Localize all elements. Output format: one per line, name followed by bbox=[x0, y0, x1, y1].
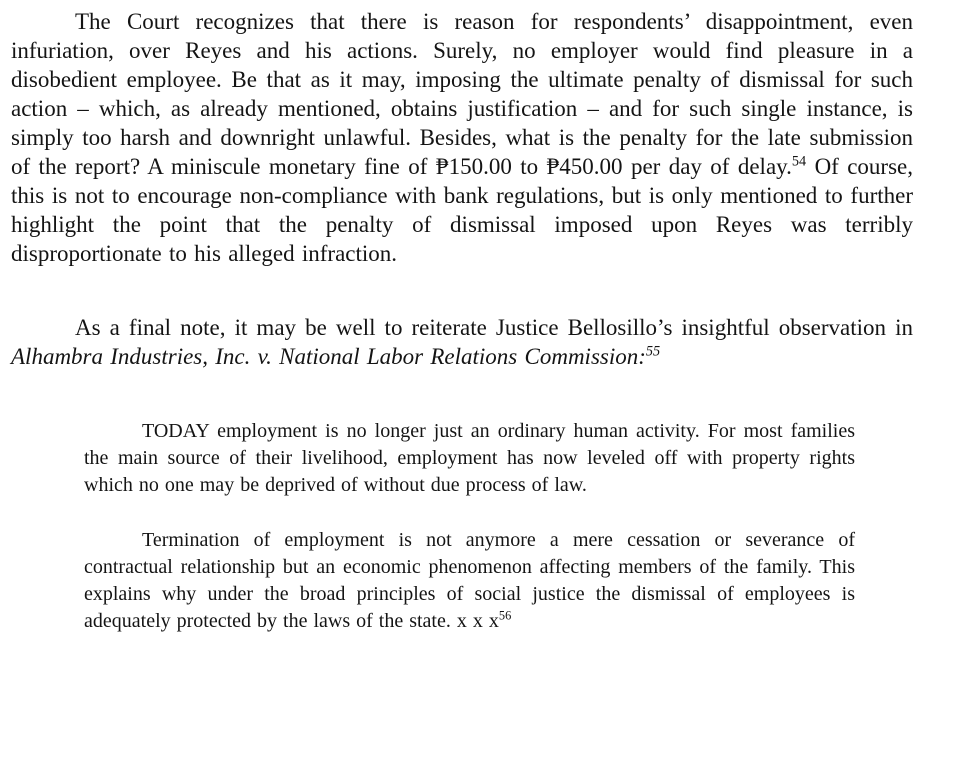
blockquote-today-employment bbox=[84, 418, 855, 499]
footnote-ref-55: 55 bbox=[645, 343, 661, 360]
paragraph-final-note bbox=[11, 313, 913, 371]
footnote-ref-56: 56 bbox=[498, 608, 512, 623]
footnote-ref-54: 54 bbox=[791, 153, 807, 170]
paragraph-court-recognizes-continued: Of course, this is not to encourage non-compliance with bank regulations, but is only mentioned to further highlight the point that the penalty of dismissal imposed upon Reyes was terribly disproportionate to his alleged infraction. bbox=[11, 154, 914, 266]
case-citation-alhambra: Alhambra Industries, Inc. v. National Labor Relations Commission: bbox=[11, 344, 646, 369]
paragraph-court-recognizes-text: The Court recognizes that there is reason for respondents’ disappointment, even infuriation, over Reyes and his actions. Surely, no employer would find pleasure in a disobedient employee. Be that as it may, imposing the ultimate penalty of dismissal for such action – which, as already mentioned, obtains justification – and for such single instance, is simply too harsh and downright unlawful. Besides, what is the penalty for the late submission of the report? A miniscule monetary fine of ₱150.00 to ₱450.00 per day of delay. bbox=[11, 9, 913, 179]
blockquote-termination bbox=[84, 527, 855, 635]
blockquote-termination-text: Termination of employment is not anymore a mere cessation or severance of contractual relationship but an economic phenomenon affecting members of the family. This explains why under the broad principles of social justice the dismissal of employees is adequately protected by the laws of the state. x x x bbox=[84, 529, 855, 632]
paragraph-court-recognizes bbox=[11, 7, 913, 268]
paragraph-final-note-text: As a final note, it may be well to reiterate Justice Bellosillo’s insightful observation in bbox=[75, 315, 913, 340]
blockquote-today-employment-text: TODAY employment is no longer just an ordinary human activity. For most families the main source of their livelihood, employment has now leveled off with property rights which no one may be deprived of without due process of law. bbox=[84, 420, 855, 496]
